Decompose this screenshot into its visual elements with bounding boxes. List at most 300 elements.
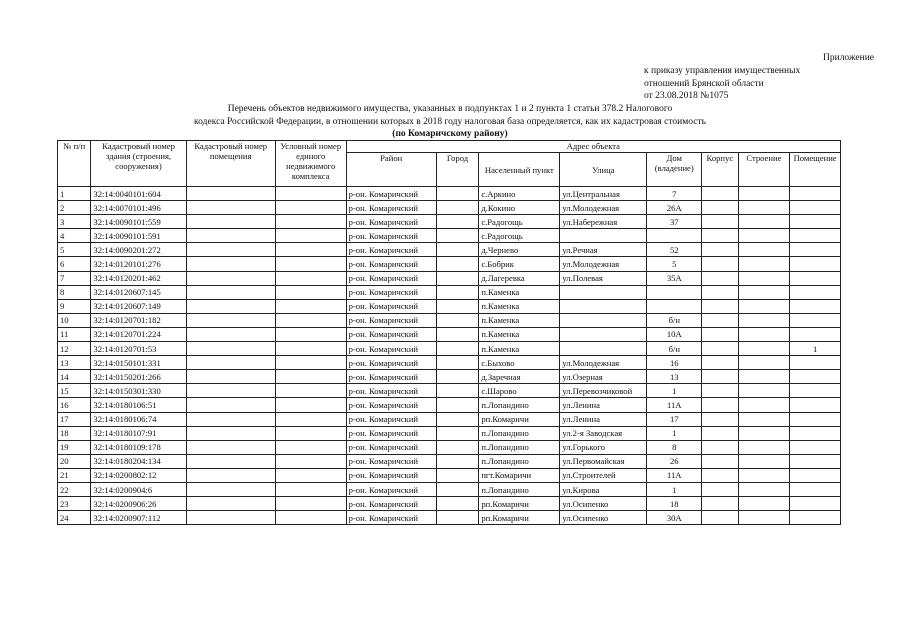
cell-city — [436, 468, 479, 482]
cell-row-number: 2 — [58, 201, 91, 215]
cell-locality: рп.Комаричи — [479, 497, 560, 511]
cell-street: ул.Речная — [560, 243, 647, 257]
cell-city — [436, 370, 479, 384]
appendix-order-line: к приказу управления имущественных — [644, 65, 801, 76]
cell-locality: д.Чернево — [479, 243, 560, 257]
cell-korpus — [702, 327, 738, 341]
cell-premise-number — [790, 271, 841, 285]
cell-korpus — [702, 384, 738, 398]
cell-complex-number — [275, 299, 346, 313]
cell-complex-number — [275, 398, 346, 412]
table-row — [58, 215, 841, 229]
cell-building-cadastral-number: 32:14:0120701:224 — [91, 327, 186, 341]
cell-house-number: 30А — [647, 511, 702, 525]
cell-korpus — [702, 187, 738, 201]
appendix-title: Приложение — [823, 53, 874, 63]
cell-row-number: 19 — [58, 440, 91, 454]
cell-house-number: 26А — [647, 201, 702, 215]
cell-korpus — [702, 468, 738, 482]
cell-premise-number — [790, 313, 841, 327]
table-body — [58, 187, 841, 525]
cell-complex-number — [275, 229, 346, 243]
cell-structure — [738, 257, 790, 271]
cell-premise-number — [790, 468, 841, 482]
table-row — [58, 187, 841, 201]
cell-locality: п.Лопандино — [479, 426, 560, 440]
cell-building-cadastral-number: 32:14:0200904:6 — [91, 482, 186, 496]
cell-house-number: 1 — [647, 482, 702, 496]
cell-street: ул.Молодежная — [560, 201, 647, 215]
document-heading — [150, 103, 750, 141]
cell-complex-number — [275, 440, 346, 454]
table-row — [58, 327, 841, 341]
cell-room-cadastral-number — [186, 384, 275, 398]
cell-structure — [738, 398, 790, 412]
cell-city — [436, 215, 479, 229]
table-row — [58, 370, 841, 384]
cell-structure — [738, 356, 790, 370]
cell-row-number: 13 — [58, 356, 91, 370]
cell-locality: рп.Комаричи — [479, 511, 560, 525]
cell-complex-number — [275, 412, 346, 426]
cell-house-number: 1 — [647, 384, 702, 398]
cell-street — [560, 313, 647, 327]
cell-district: р-он. Комаричский — [346, 201, 436, 215]
col-header-district: Район — [346, 153, 436, 187]
cell-city — [436, 327, 479, 341]
cell-structure — [738, 299, 790, 313]
cell-building-cadastral-number: 32:14:0120101:276 — [91, 257, 186, 271]
cell-house-number — [647, 299, 702, 313]
cell-building-cadastral-number: 32:14:0180109:178 — [91, 440, 186, 454]
cell-room-cadastral-number — [186, 482, 275, 496]
cell-district: р-он. Комаричский — [346, 342, 436, 356]
appendix-block — [644, 52, 874, 103]
cell-district: р-он. Комаричский — [346, 370, 436, 384]
cell-premise-number — [790, 187, 841, 201]
cell-complex-number — [275, 511, 346, 525]
cell-city — [436, 356, 479, 370]
cell-row-number: 7 — [58, 271, 91, 285]
cell-locality: п.Лопандино — [479, 482, 560, 496]
cell-room-cadastral-number — [186, 201, 275, 215]
cell-street: ул.Ленина — [560, 412, 647, 426]
cell-city — [436, 201, 479, 215]
cell-premise-number — [790, 229, 841, 243]
cell-locality: п.Лопандино — [479, 440, 560, 454]
cell-house-number: 11А — [647, 468, 702, 482]
cell-room-cadastral-number — [186, 229, 275, 243]
table-row — [58, 426, 841, 440]
cell-korpus — [702, 313, 738, 327]
col-header-structure: Строение — [738, 153, 790, 187]
cell-house-number: 26 — [647, 454, 702, 468]
cell-building-cadastral-number: 32:14:0180107:91 — [91, 426, 186, 440]
cell-street: ул.Ленина — [560, 398, 647, 412]
cell-house-number: 8 — [647, 440, 702, 454]
cell-district: р-он. Комаричский — [346, 243, 436, 257]
cell-locality: пгт.Комаричи — [479, 468, 560, 482]
cell-room-cadastral-number — [186, 187, 275, 201]
cell-row-number: 9 — [58, 299, 91, 313]
table-row — [58, 384, 841, 398]
table-row — [58, 497, 841, 511]
cell-city — [436, 511, 479, 525]
cell-korpus — [702, 412, 738, 426]
cell-structure — [738, 468, 790, 482]
cell-room-cadastral-number — [186, 285, 275, 299]
cell-row-number: 11 — [58, 327, 91, 341]
cell-structure — [738, 482, 790, 496]
cell-street: ул.Осипенко — [560, 511, 647, 525]
cell-city — [436, 454, 479, 468]
cell-row-number: 21 — [58, 468, 91, 482]
cell-district: р-он. Комаричский — [346, 313, 436, 327]
cell-locality: п.Каменка — [479, 342, 560, 356]
cell-complex-number — [275, 215, 346, 229]
cell-premise-number — [790, 384, 841, 398]
cell-complex-number — [275, 285, 346, 299]
cell-street: ул.Молодежная — [560, 356, 647, 370]
cell-structure — [738, 511, 790, 525]
col-header-num: № п/п — [58, 141, 91, 187]
cell-premise-number — [790, 412, 841, 426]
cell-row-number: 14 — [58, 370, 91, 384]
table-row — [58, 454, 841, 468]
cell-building-cadastral-number: 32:14:0120701:182 — [91, 313, 186, 327]
cell-house-number: 18 — [647, 497, 702, 511]
cell-house-number: 5 — [647, 257, 702, 271]
cell-city — [436, 313, 479, 327]
cell-structure — [738, 426, 790, 440]
cell-house-number: 16 — [647, 356, 702, 370]
cell-korpus — [702, 497, 738, 511]
table-row — [58, 412, 841, 426]
table-row — [58, 511, 841, 525]
cell-city — [436, 243, 479, 257]
cell-row-number: 1 — [58, 187, 91, 201]
cell-row-number: 15 — [58, 384, 91, 398]
cell-structure — [738, 342, 790, 356]
cell-district: р-он. Комаричский — [346, 440, 436, 454]
cell-premise-number — [790, 285, 841, 299]
cell-city — [436, 440, 479, 454]
cell-city — [436, 271, 479, 285]
cell-district: р-он. Комаричский — [346, 299, 436, 313]
cell-room-cadastral-number — [186, 468, 275, 482]
cell-locality: п.Лопандино — [479, 454, 560, 468]
cell-row-number: 4 — [58, 229, 91, 243]
cell-locality: с.Шарово — [479, 384, 560, 398]
cell-street: ул.Центральная — [560, 187, 647, 201]
cell-complex-number — [275, 201, 346, 215]
cell-structure — [738, 215, 790, 229]
cell-room-cadastral-number — [186, 412, 275, 426]
cell-house-number: б/н — [647, 342, 702, 356]
cell-city — [436, 384, 479, 398]
cell-room-cadastral-number — [186, 299, 275, 313]
cell-house-number: 17 — [647, 412, 702, 426]
cell-complex-number — [275, 482, 346, 496]
cell-room-cadastral-number — [186, 497, 275, 511]
cell-structure — [738, 454, 790, 468]
table-row — [58, 398, 841, 412]
cell-structure — [738, 412, 790, 426]
cell-district: р-он. Комаричский — [346, 426, 436, 440]
cell-complex-number — [275, 426, 346, 440]
cell-premise-number — [790, 257, 841, 271]
cell-row-number: 12 — [58, 342, 91, 356]
cell-locality: с.Бобрик — [479, 257, 560, 271]
cell-street — [560, 229, 647, 243]
cell-district: р-он. Комаричский — [346, 285, 436, 299]
cell-room-cadastral-number — [186, 313, 275, 327]
col-header-korpus: Корпус — [702, 153, 738, 187]
cell-row-number: 8 — [58, 285, 91, 299]
cell-row-number: 22 — [58, 482, 91, 496]
cell-building-cadastral-number: 32:14:0120701:53 — [91, 342, 186, 356]
cell-city — [436, 342, 479, 356]
cell-room-cadastral-number — [186, 356, 275, 370]
cell-row-number: 18 — [58, 426, 91, 440]
cell-korpus — [702, 201, 738, 215]
cell-locality: с.Радогощь — [479, 215, 560, 229]
cell-premise-number — [790, 327, 841, 341]
cell-complex-number — [275, 468, 346, 482]
cell-korpus — [702, 299, 738, 313]
cell-building-cadastral-number: 32:14:0070101:496 — [91, 201, 186, 215]
cell-structure — [738, 243, 790, 257]
cell-building-cadastral-number: 32:14:0180106:51 — [91, 398, 186, 412]
cell-structure — [738, 229, 790, 243]
table-row — [58, 257, 841, 271]
cell-building-cadastral-number: 32:14:0120607:149 — [91, 299, 186, 313]
cell-korpus — [702, 398, 738, 412]
cell-city — [436, 187, 479, 201]
cell-house-number: б/н — [647, 313, 702, 327]
cell-korpus — [702, 215, 738, 229]
cell-street — [560, 342, 647, 356]
cell-house-number: 13 — [647, 370, 702, 384]
cell-korpus — [702, 271, 738, 285]
table-row — [58, 201, 841, 215]
cell-room-cadastral-number — [186, 257, 275, 271]
cell-building-cadastral-number: 32:14:0120201:462 — [91, 271, 186, 285]
cell-locality: п.Каменка — [479, 285, 560, 299]
cell-locality: д.Кокино — [479, 201, 560, 215]
cell-house-number: 7 — [647, 187, 702, 201]
cell-city — [436, 497, 479, 511]
cell-street: ул.Строителей — [560, 468, 647, 482]
cell-district: р-он. Комаричский — [346, 327, 436, 341]
cell-complex-number — [275, 187, 346, 201]
cell-room-cadastral-number — [186, 426, 275, 440]
cell-house-number — [647, 229, 702, 243]
cell-house-number: 1 — [647, 426, 702, 440]
cell-street: ул.Кирова — [560, 482, 647, 496]
cell-premise-number — [790, 398, 841, 412]
cell-building-cadastral-number: 32:14:0200906:26 — [91, 497, 186, 511]
cell-structure — [738, 187, 790, 201]
cell-room-cadastral-number — [186, 243, 275, 257]
appendix-department-line: отношений Брянской области — [644, 78, 764, 89]
cell-complex-number — [275, 327, 346, 341]
cell-locality: д.Лагеревка — [479, 271, 560, 285]
cell-korpus — [702, 426, 738, 440]
cell-korpus — [702, 440, 738, 454]
cell-structure — [738, 313, 790, 327]
cell-district: р-он. Комаричский — [346, 384, 436, 398]
cell-district: р-он. Комаричский — [346, 412, 436, 426]
heading-district: (по Комаричскому району) — [392, 129, 508, 139]
cell-korpus — [702, 356, 738, 370]
cell-house-number: 37 — [647, 215, 702, 229]
cell-structure — [738, 285, 790, 299]
cell-structure — [738, 327, 790, 341]
cell-city — [436, 299, 479, 313]
cell-locality: с.Быхово — [479, 356, 560, 370]
cell-premise-number — [790, 511, 841, 525]
cell-house-number: 35А — [647, 271, 702, 285]
cell-structure — [738, 201, 790, 215]
table-row — [58, 243, 841, 257]
cell-complex-number — [275, 370, 346, 384]
col-header-city: Город — [436, 153, 479, 187]
cell-city — [436, 412, 479, 426]
cell-locality: рп.Комаричи — [479, 412, 560, 426]
cell-row-number: 24 — [58, 511, 91, 525]
cell-building-cadastral-number: 32:14:0090201:272 — [91, 243, 186, 257]
col-header-complex: Условный номер единого недвижимого комплекса — [275, 141, 346, 187]
cell-premise-number — [790, 356, 841, 370]
cell-locality: п.Каменка — [479, 327, 560, 341]
cell-complex-number — [275, 243, 346, 257]
cell-room-cadastral-number — [186, 454, 275, 468]
cell-structure — [738, 370, 790, 384]
cell-locality: п.Лопандино — [479, 398, 560, 412]
cell-building-cadastral-number: 32:14:0180106:74 — [91, 412, 186, 426]
cell-room-cadastral-number — [186, 398, 275, 412]
cell-locality: п.Каменка — [479, 313, 560, 327]
cell-street: ул.Перевозчиковой — [560, 384, 647, 398]
col-header-room: Кадастровый номер помещения — [186, 141, 275, 187]
cell-complex-number — [275, 454, 346, 468]
cell-complex-number — [275, 271, 346, 285]
cell-building-cadastral-number: 32:14:0090101:559 — [91, 215, 186, 229]
cell-korpus — [702, 342, 738, 356]
cell-district: р-он. Комаричский — [346, 398, 436, 412]
cell-korpus — [702, 511, 738, 525]
cell-building-cadastral-number: 32:14:0180204:134 — [91, 454, 186, 468]
cell-street: ул.Осипенко — [560, 497, 647, 511]
cell-street: ул.2-я Заводская — [560, 426, 647, 440]
cell-district: р-он. Комаричский — [346, 229, 436, 243]
cell-premise-number — [790, 440, 841, 454]
cell-complex-number — [275, 313, 346, 327]
cell-korpus — [702, 285, 738, 299]
cell-row-number: 16 — [58, 398, 91, 412]
cell-district: р-он. Комаричский — [346, 468, 436, 482]
cell-street: ул.Горького — [560, 440, 647, 454]
cell-city — [436, 285, 479, 299]
cell-row-number: 5 — [58, 243, 91, 257]
cell-room-cadastral-number — [186, 327, 275, 341]
cell-building-cadastral-number: 32:14:0200802:12 — [91, 468, 186, 482]
cell-complex-number — [275, 257, 346, 271]
cell-row-number: 3 — [58, 215, 91, 229]
cell-district: р-он. Комаричский — [346, 482, 436, 496]
cell-premise-number — [790, 201, 841, 215]
cell-premise-number — [790, 370, 841, 384]
cell-row-number: 6 — [58, 257, 91, 271]
cell-room-cadastral-number — [186, 370, 275, 384]
cell-premise-number — [790, 243, 841, 257]
cell-korpus — [702, 229, 738, 243]
cell-district: р-он. Комаричский — [346, 497, 436, 511]
cell-district: р-он. Комаричский — [346, 356, 436, 370]
cell-room-cadastral-number — [186, 342, 275, 356]
table-row — [58, 342, 841, 356]
cell-street: ул.Молодежная — [560, 257, 647, 271]
cell-korpus — [702, 257, 738, 271]
cell-street: ул.Первомайская — [560, 454, 647, 468]
cell-structure — [738, 384, 790, 398]
cell-district: р-он. Комаричский — [346, 511, 436, 525]
heading-line-1: Перечень объектов недвижимого имущества, указанных в подпунктах 1 и 2 пункта 1 статьи 378.2 Налогового — [227, 104, 673, 114]
col-header-address: Адрес объекта — [346, 141, 840, 153]
col-header-premise: Помещение — [790, 153, 841, 187]
col-header-locality: Населенный пункт — [479, 153, 560, 187]
cell-district: р-он. Комаричский — [346, 454, 436, 468]
cell-district: р-он. Комаричский — [346, 215, 436, 229]
cell-korpus — [702, 482, 738, 496]
cell-street: ул.Озерная — [560, 370, 647, 384]
cell-premise-number — [790, 497, 841, 511]
cell-house-number — [647, 285, 702, 299]
cell-korpus — [702, 370, 738, 384]
cell-premise-number: 1 — [790, 342, 841, 356]
cell-complex-number — [275, 497, 346, 511]
appendix-date-line: от 23.08.2018 №1075 — [644, 91, 729, 102]
cell-city — [436, 257, 479, 271]
cell-building-cadastral-number: 32:14:0090101:591 — [91, 229, 186, 243]
cell-room-cadastral-number — [186, 215, 275, 229]
cell-row-number: 23 — [58, 497, 91, 511]
cell-complex-number — [275, 342, 346, 356]
cell-building-cadastral-number: 32:14:0040101:604 — [91, 187, 186, 201]
cell-room-cadastral-number — [186, 440, 275, 454]
property-table — [57, 140, 841, 525]
table-row — [58, 285, 841, 299]
col-header-street: Улица — [560, 153, 647, 187]
cell-district: р-он. Комаричский — [346, 257, 436, 271]
cell-structure — [738, 497, 790, 511]
table-row — [58, 313, 841, 327]
cell-row-number: 17 — [58, 412, 91, 426]
cell-korpus — [702, 454, 738, 468]
cell-building-cadastral-number: 32:14:0150201:266 — [91, 370, 186, 384]
cell-street — [560, 285, 647, 299]
cell-street — [560, 299, 647, 313]
table-row — [58, 271, 841, 285]
cell-premise-number — [790, 299, 841, 313]
cell-building-cadastral-number: 32:14:0120607:145 — [91, 285, 186, 299]
col-header-building: Кадастровый номер здания (строения, сооружения) — [91, 141, 186, 187]
cell-row-number: 10 — [58, 313, 91, 327]
table-row — [58, 468, 841, 482]
cell-room-cadastral-number — [186, 271, 275, 285]
cell-street: ул.Полевая — [560, 271, 647, 285]
